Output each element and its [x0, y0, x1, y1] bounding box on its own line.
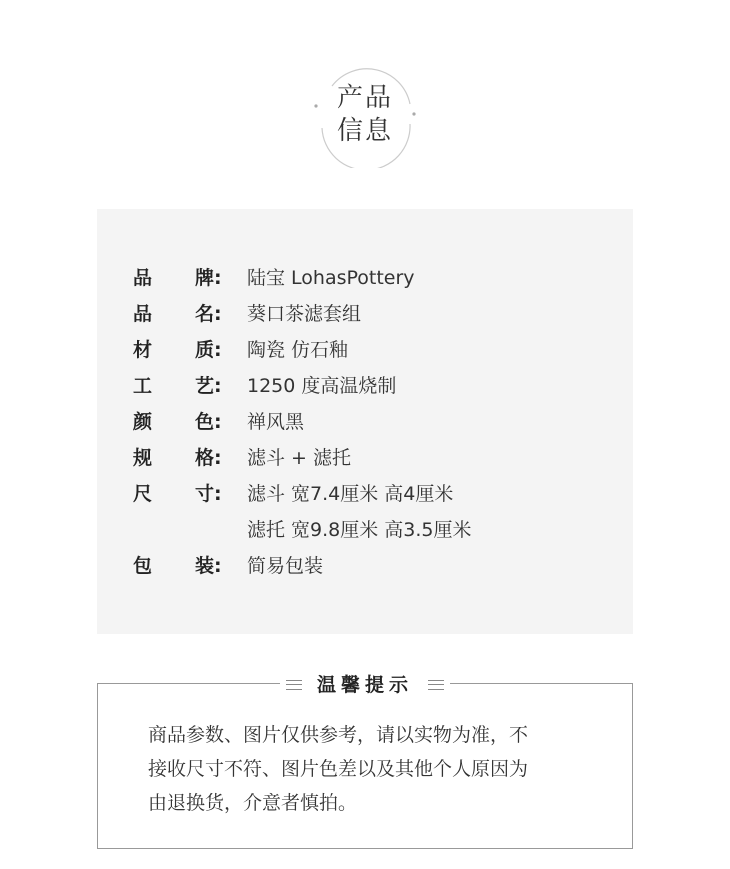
notice-header	[280, 670, 450, 700]
info-label-part2: 名:	[195, 303, 222, 325]
info-label-part1: 规	[133, 447, 153, 469]
info-value: 葵口茶滤套组	[247, 303, 362, 325]
info-label-part1: 工	[133, 375, 153, 397]
product-info-panel	[97, 209, 633, 634]
info-label-part1: 尺	[133, 483, 153, 505]
notice-line: 由退换货，介意者慎拍。	[148, 792, 358, 814]
info-label-part2: 色:	[195, 411, 222, 433]
info-label-part2: 格:	[195, 447, 222, 469]
badge-title-line1: 产品	[336, 83, 393, 113]
info-value: 简易包装	[247, 555, 324, 577]
notice-body	[148, 718, 588, 820]
info-value: 禅风黑	[247, 411, 305, 433]
info-label-part2: 寸:	[195, 483, 222, 505]
info-label-part2: 艺:	[195, 375, 222, 397]
info-value: 陆宝 LohasPottery	[247, 267, 415, 289]
notice-line: 接收尺寸不符、图片色差以及其他个人原因为	[148, 758, 529, 780]
product-info-badge	[310, 58, 420, 168]
info-label-part1: 品	[133, 267, 153, 289]
info-value: 陶瓷 仿石釉	[247, 339, 349, 361]
info-label-part1: 颜	[133, 411, 153, 433]
info-label-part2: 装:	[195, 555, 222, 577]
info-label-part2: 牌:	[195, 267, 222, 289]
notice-line: 商品参数、图片仅供参考，请以实物为准，不	[148, 724, 529, 746]
triple-line-divider-icon	[428, 680, 444, 690]
info-value: 1250 度高温烧制	[247, 375, 397, 397]
triple-line-divider-icon	[286, 680, 302, 690]
info-label-part1: 品	[133, 303, 153, 325]
info-value: 滤托 宽9.8厘米 高3.5厘米	[247, 519, 472, 541]
info-label-part1: 包	[133, 555, 153, 577]
info-value: 滤斗 + 滤托	[247, 447, 351, 469]
info-label-part2: 质:	[195, 339, 222, 361]
notice-title: 温馨提示	[316, 674, 413, 696]
info-label-part1: 材	[133, 339, 153, 361]
info-value: 滤斗 宽7.4厘米 高4厘米	[247, 483, 454, 505]
badge-title-line2: 信息	[336, 116, 393, 146]
